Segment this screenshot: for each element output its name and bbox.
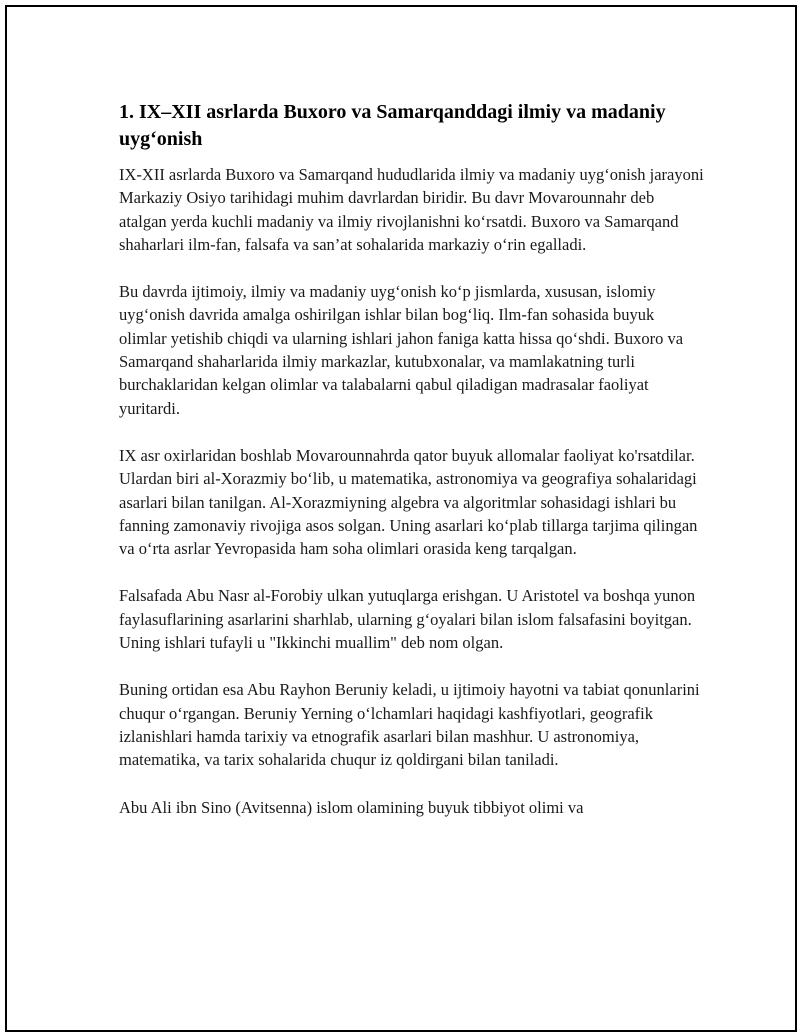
paragraph: IX asr oxirlaridan boshlab Movarounnahrda qator buyuk allomalar faoliyat ko'rsatdilar. Ulardan biri al-Xorazmiy bo‘lib, u matematika, astronomiya va geografiya sohalaridagi asarlari bilan tanilgan. Al-Xorazmiyning algebra va algoritmlar sohasidagi ishlari bu fanning zamonaviy rivojiga asos solgan. Uning asarlari ko‘plab tillarga tarjima qilingan va o‘rta asrlar Yevropasida ham soha olimlari orasida keng tarqalgan. [119, 445, 698, 559]
paragraph: IX-XII asrlarda Buxoro va Samarqand hududlarida ilmiy va madaniy uyg‘onish jarayoni Markaziy Osiyo tarihidagi muhim davrlardan biridir. Bu davr Movarounnahr deb atalgan yerda kuchli madaniy va ilmiy rivojlanishni ko‘rsatdi. Buxoro va Samarqand shaharlari ilm-fan, falsafa va san’at sohalarida markaziy o‘rin egalladi. [119, 165, 704, 254]
page-frame [5, 5, 797, 1032]
section-heading: 1. IX–XII asrlarda Buxoro va Samarqanddagi ilmiy va madaniy uyg‘onish [119, 101, 666, 150]
paragraph: Abu Ali ibn Sino (Avitsenna) islom olamining buyuk tibbiyot olimi va [119, 797, 584, 817]
paragraph: Falsafada Abu Nasr al-Forobiy ulkan yutuqlarga erishgan. U Aristotel va boshqa yunon faylasuflarining asarlarini sharhlab, ularning g‘oyalari bilan islom falsafasini boyitgan. Uning ishlari tufayli u "Ikkinchi muallim" deb nom olgan. [119, 586, 696, 653]
paragraph: Bu davrda ijtimoiy, ilmiy va madaniy uyg‘onish ko‘p jismlarda, xususan, islomiy uyg‘onish davrida amalga oshirilgan ishlar bilan bog‘liq. Ilm-fan sohasida buyuk olimlar yetishib chiqdi va ularning ishlari jahon faniga katta hissa qo‘shdi. Buxoro va Samarqand shaharlarida ilmiy markazlar, kutubxonalar, va mamlakatning turli burchaklaridan kelgan olimlar va talabalarni qabul qiladigan madrasalar faoliyat yuritardi. [119, 282, 684, 418]
paragraph: Buning ortidan esa Abu Rayhon Beruniy keladi, u ijtimoiy hayotni va tabiat qonunlarini chuqur o‘rgangan. Beruniy Yerning o‘lchamlari haqidagi kashfiyotlari, geografik izlanishlari hamda tarixiy va etnografik asarlari bilan mashhur. U astronomiya, matematika, va tarix sohalarida chuqur iz qoldirgani bilan taniladi. [119, 680, 700, 770]
document-body [119, 99, 704, 843]
